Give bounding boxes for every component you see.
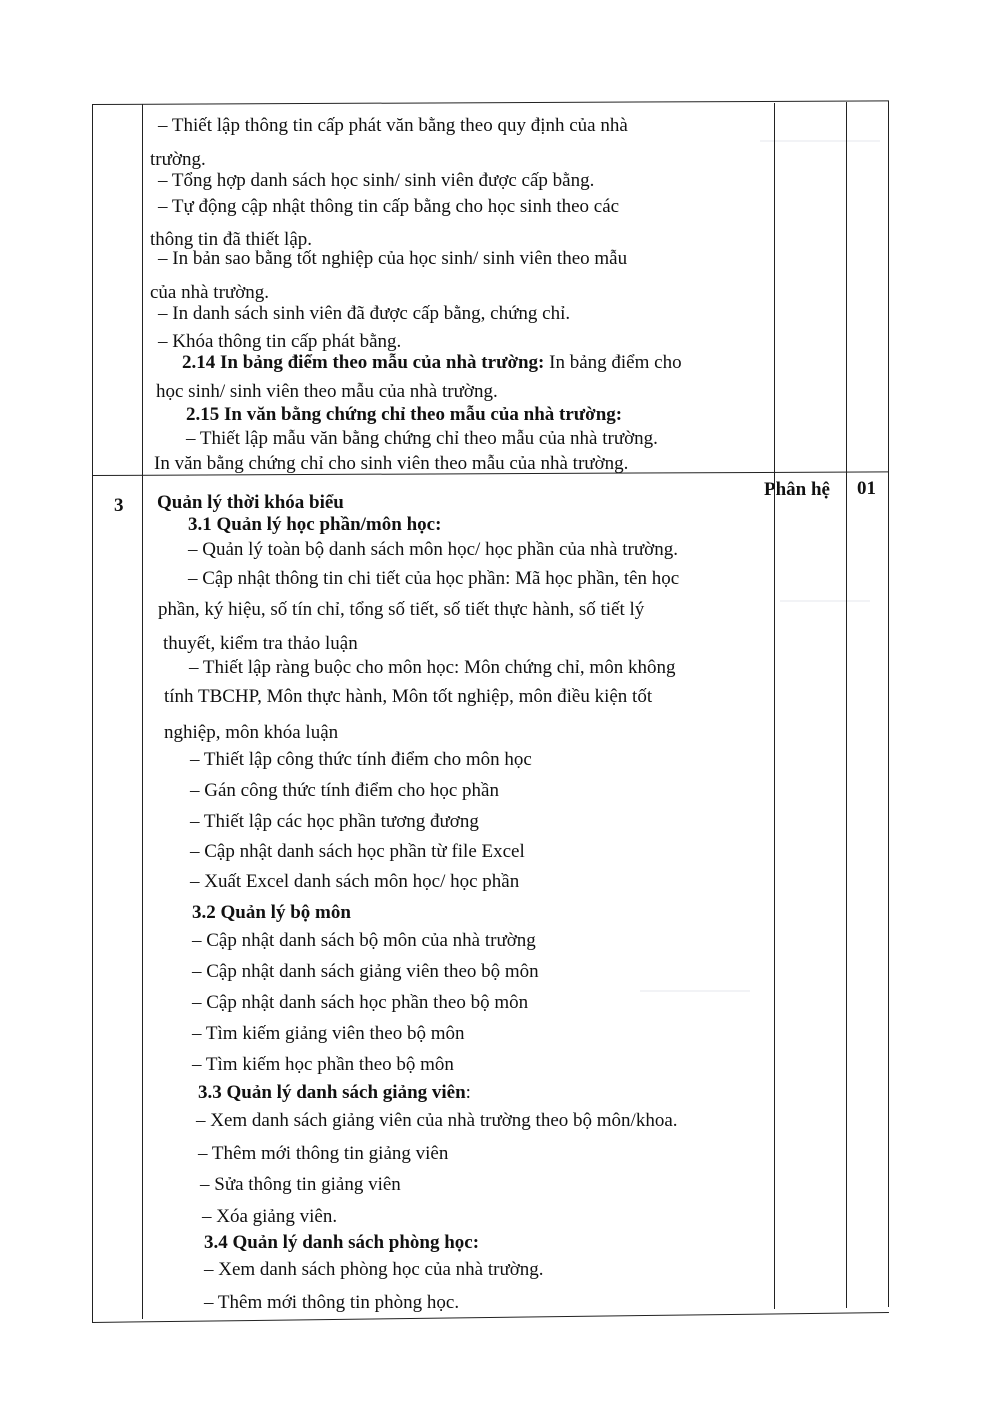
section-3-4-line: – Thêm mới thông tin phòng học. xyxy=(204,1292,460,1313)
row-prev-line: – In bản sao bằng tốt nghiệp của học sinh/ sinh viên theo mẫu xyxy=(158,248,628,269)
section-3-1-line: phần, ký hiệu, số tín chỉ, tổng số tiết, số tiết thực hành, số tiết lý xyxy=(158,599,645,620)
section-2-14 xyxy=(182,352,682,374)
section-2-15-line: – Thiết lập mẫu văn bằng chứng chỉ theo mẫu của nhà trường. xyxy=(186,428,658,449)
section-3-3-heading xyxy=(198,1082,471,1104)
section-3-3-line: – Sửa thông tin giảng viên xyxy=(200,1174,401,1195)
section-3-1-line: – Cập nhật thông tin chi tiết của học phần: Mã học phần, tên học xyxy=(188,568,680,589)
row-title: Quản lý thời khóa biểu xyxy=(157,492,344,513)
section-3-4-title: 3.4 Quản lý danh sách phòng học: xyxy=(204,1232,480,1253)
section-3-1-line: – Quản lý toàn bộ danh sách môn học/ học phần của nhà trường. xyxy=(188,539,678,560)
section-3-1-line: – Thiết lập các học phần tương đương xyxy=(190,811,479,832)
section-3-2-line: – Cập nhật danh sách bộ môn của nhà trường xyxy=(192,930,536,951)
section-3-3-title: 3.3 Quản lý danh sách giảng viên xyxy=(198,1082,466,1103)
row-quantity: 01 xyxy=(857,478,876,499)
table-border-right xyxy=(888,101,889,1307)
section-3-1-line: – Thiết lập ràng buộc cho môn học: Môn chứng chỉ, môn không xyxy=(189,657,676,678)
section-3-2-title: 3.2 Quản lý bộ môn xyxy=(192,902,351,923)
section-2-14-cont: học sinh/ sinh viên theo mẫu của nhà trường. xyxy=(156,381,498,402)
row-prev-line: – Tổng hợp danh sách học sinh/ sinh viên được cấp bằng. xyxy=(158,170,595,191)
row-prev-line: – Tự động cập nhật thông tin cấp bằng cho học sinh theo các xyxy=(158,196,620,217)
section-3-3-colon: : xyxy=(465,1082,471,1103)
section-3-3-line: – Xóa giảng viên. xyxy=(202,1206,338,1227)
section-3-1-line: – Xuất Excel danh sách môn học/ học phần xyxy=(190,871,520,892)
section-3-1-line: – Thiết lập công thức tính điểm cho môn học xyxy=(190,749,532,770)
section-3-1-line: nghiệp, môn khóa luận xyxy=(164,722,339,743)
show-through-mark xyxy=(760,140,880,142)
row-unit: Phân hệ xyxy=(764,479,830,500)
section-3-1-line: tính TBCHP, Môn thực hành, Môn tốt nghiệp, môn điều kiện tốt xyxy=(164,686,653,707)
table-border-left xyxy=(92,104,93,1323)
row-prev-line: của nhà trường. xyxy=(150,282,270,303)
row-prev-line: – Khóa thông tin cấp phát bằng. xyxy=(158,331,402,352)
section-3-1-line: – Gán công thức tính điểm cho học phần xyxy=(190,780,499,801)
section-3-1-line: – Cập nhật danh sách học phần từ file Excel xyxy=(190,841,525,862)
section-3-1-title: 3.1 Quản lý học phần/môn học: xyxy=(188,514,442,535)
table-border-col2 xyxy=(774,103,775,1309)
section-2-14-title: 2.14 In bảng điểm theo mẫu của nhà trường: xyxy=(182,352,545,373)
section-2-14-text: In bảng điểm cho xyxy=(544,352,682,373)
show-through-mark xyxy=(780,600,870,602)
row-prev-line: – Thiết lập thông tin cấp phát văn bằng theo quy định của nhà xyxy=(158,115,628,136)
row-number: 3 xyxy=(114,495,124,516)
show-through-mark xyxy=(640,990,750,992)
table-border-top xyxy=(92,100,889,105)
table-border-col1 xyxy=(142,104,143,1319)
section-2-15-line: In văn bằng chứng chỉ cho sinh viên theo mẫu của nhà trường. xyxy=(154,453,629,474)
section-3-2-line: – Tìm kiếm học phần theo bộ môn xyxy=(192,1054,454,1075)
section-2-15-title: 2.15 In văn bằng chứng chỉ theo mẫu của nhà trường: xyxy=(186,404,623,425)
section-3-1-line: thuyết, kiểm tra thảo luận xyxy=(163,633,358,654)
row-prev-line: – In danh sách sinh viên đã được cấp bằng, chứng chỉ. xyxy=(158,303,571,324)
section-3-2-line: – Cập nhật danh sách giảng viên theo bộ môn xyxy=(192,961,539,982)
section-3-3-line: – Thêm mới thông tin giảng viên xyxy=(198,1143,449,1164)
row-prev-line: thông tin đã thiết lập. xyxy=(150,229,313,250)
section-3-2-line: – Cập nhật danh sách học phần theo bộ môn xyxy=(192,992,529,1013)
row-prev-line: trường. xyxy=(150,149,206,170)
section-3-2-line: – Tìm kiếm giảng viên theo bộ môn xyxy=(192,1023,465,1044)
section-3-3-line: – Xem danh sách giảng viên của nhà trường theo bộ môn/khoa. xyxy=(196,1110,678,1131)
table-border-col3 xyxy=(846,102,847,1308)
section-3-4-line: – Xem danh sách phòng học của nhà trường. xyxy=(204,1259,544,1280)
